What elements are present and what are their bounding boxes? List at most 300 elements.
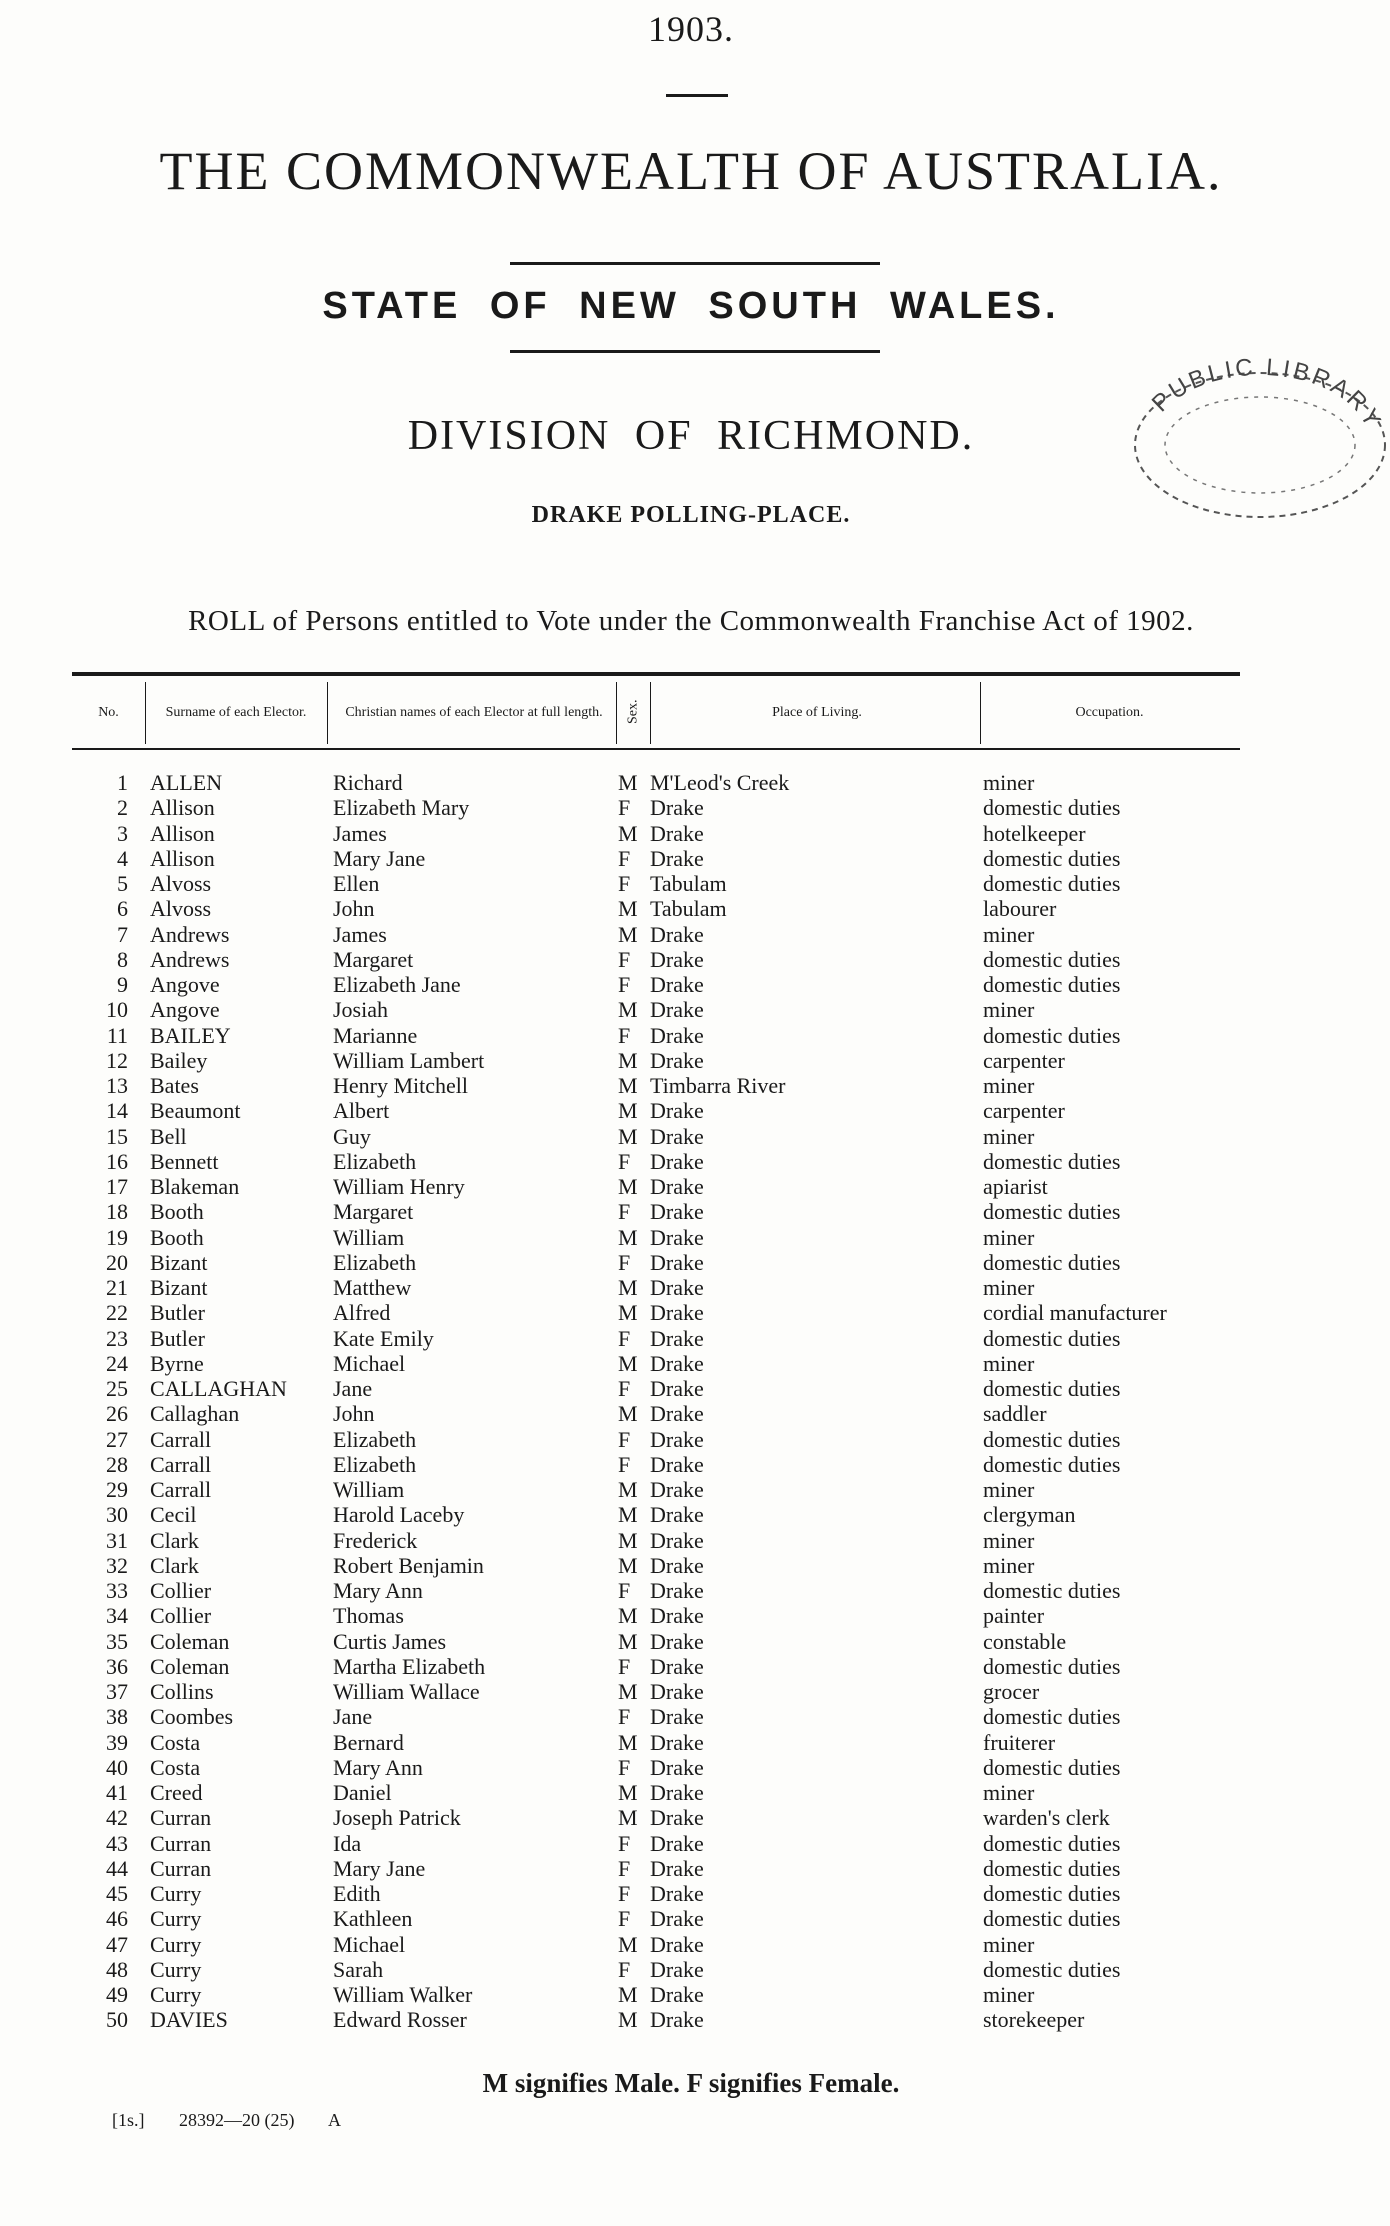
- elector-christian-names: William: [333, 1477, 405, 1502]
- elector-sex: M: [618, 1350, 638, 1376]
- elector-christian-names: William Lambert: [333, 1047, 485, 1073]
- elector-surname: Clark: [150, 1527, 199, 1553]
- table-row: [0, 1629, 1382, 1654]
- elector-place-of-living: Drake: [650, 2007, 704, 2033]
- table-row: [0, 1149, 1382, 1174]
- elector-occupation: miner: [983, 1552, 1035, 1578]
- elector-christian-names: Margaret: [333, 946, 414, 972]
- elector-place-of-living: Drake: [650, 1805, 704, 1831]
- elector-number: 1: [117, 770, 128, 795]
- elector-surname: Coleman: [150, 1628, 230, 1654]
- elector-number: 3: [117, 820, 128, 846]
- elector-surname: Andrews: [150, 921, 230, 947]
- elector-number: 2: [117, 795, 128, 821]
- elector-number: 34: [106, 1603, 128, 1629]
- elector-christian-names: Ellen: [333, 871, 380, 896]
- elector-christian-names: Henry Mitchell: [333, 1073, 469, 1098]
- elector-surname: Butler: [150, 1300, 205, 1326]
- table-row: [0, 1755, 1382, 1780]
- elector-occupation: domestic duties: [983, 972, 1121, 997]
- elector-surname: Alvoss: [150, 896, 212, 922]
- elector-christian-names: Albert: [333, 1098, 390, 1124]
- header-christian: Christian names of each Elector at full length.: [345, 704, 603, 720]
- header-surname: Surname of each Elector.: [165, 704, 307, 720]
- elector-sex: M: [618, 1628, 638, 1654]
- elector-sex: F: [618, 1148, 631, 1174]
- elector-surname: Bizant: [150, 1275, 208, 1300]
- elector-surname: Cecil: [150, 1502, 197, 1528]
- elector-surname: Callaghan: [150, 1401, 240, 1427]
- elector-number: 4: [117, 845, 128, 871]
- elector-place-of-living: Drake: [650, 1603, 704, 1629]
- table-row: [0, 1326, 1382, 1351]
- elector-surname: Allison: [150, 795, 215, 821]
- elector-sex: M: [618, 997, 638, 1023]
- elector-place-of-living: Drake: [650, 1174, 704, 1199]
- table-row: [0, 1477, 1382, 1502]
- elector-occupation: clergyman: [983, 1502, 1076, 1528]
- table-row: [0, 1805, 1382, 1830]
- elector-place-of-living: Drake: [650, 946, 704, 972]
- elector-place-of-living: Drake: [650, 972, 704, 997]
- elector-occupation: domestic duties: [983, 1451, 1121, 1477]
- elector-sex: M: [618, 770, 638, 795]
- elector-number: 42: [106, 1805, 128, 1831]
- elector-sex: M: [618, 1805, 638, 1831]
- elector-christian-names: James: [333, 921, 387, 947]
- elector-surname: Bates: [150, 1073, 199, 1098]
- table-row: [0, 1300, 1382, 1325]
- elector-christian-names: Alfred: [333, 1300, 391, 1326]
- elector-place-of-living: Drake: [650, 1855, 704, 1881]
- elector-occupation: miner: [983, 1931, 1035, 1957]
- elector-occupation: miner: [983, 1477, 1035, 1502]
- elector-surname: Coombes: [150, 1704, 234, 1730]
- elector-sex: M: [618, 1502, 638, 1528]
- elector-christian-names: John: [333, 1401, 375, 1427]
- elector-christian-names: Jane: [333, 1376, 373, 1401]
- elector-number: 39: [106, 1729, 128, 1755]
- elector-christian-names: Kate Emily: [333, 1325, 434, 1351]
- svg-text:PUBLIC LIBRARY: [1147, 354, 1387, 434]
- elector-sex: F: [618, 1249, 631, 1275]
- elector-surname: Creed: [150, 1780, 203, 1805]
- elector-surname: Carrall: [150, 1477, 212, 1502]
- elector-occupation: carpenter: [983, 1047, 1065, 1073]
- elector-surname: Costa: [150, 1729, 201, 1755]
- elector-place-of-living: Drake: [650, 1881, 704, 1906]
- elector-christian-names: Elizabeth: [333, 1451, 417, 1477]
- roll-heading: ROLL of Persons entitled to Vote under the Commonwealth Franchise Act of 1902.: [188, 605, 1194, 637]
- elector-sex: M: [618, 1073, 638, 1098]
- elector-place-of-living: Drake: [650, 1931, 704, 1957]
- elector-place-of-living: Drake: [650, 1224, 704, 1250]
- elector-christian-names: Josiah: [333, 997, 388, 1023]
- elector-surname: Bailey: [150, 1047, 208, 1073]
- table-row: [0, 1174, 1382, 1199]
- elector-sex: F: [618, 1906, 631, 1932]
- header-no: No.: [98, 704, 119, 720]
- elector-place-of-living: Drake: [650, 1426, 704, 1452]
- elector-occupation: painter: [983, 1603, 1045, 1629]
- header-place: Place of Living.: [772, 704, 862, 720]
- elector-occupation: miner: [983, 1073, 1035, 1098]
- elector-occupation: labourer: [983, 896, 1057, 922]
- elector-number: 16: [106, 1148, 128, 1174]
- polling-place-heading: DRAKE POLLING-PLACE.: [531, 502, 851, 528]
- elector-place-of-living: Drake: [650, 1123, 704, 1149]
- elector-christian-names: Marianne: [333, 1022, 418, 1048]
- table-row: [0, 1275, 1382, 1300]
- elector-surname: BAILEY: [150, 1022, 231, 1048]
- table-row: [0, 1856, 1382, 1881]
- elector-place-of-living: Drake: [650, 795, 704, 821]
- print-reference: [112, 2110, 371, 2131]
- elector-occupation: grocer: [983, 1679, 1040, 1704]
- elector-number: 12: [106, 1047, 128, 1073]
- elector-number: 46: [106, 1906, 128, 1932]
- elector-christian-names: Michael: [333, 1931, 406, 1957]
- elector-christian-names: Ida: [333, 1830, 362, 1856]
- elector-occupation: miner: [983, 1780, 1035, 1805]
- elector-number: 21: [106, 1275, 128, 1300]
- elector-occupation: domestic duties: [983, 845, 1121, 871]
- elector-christian-names: Harold Laceby: [333, 1502, 465, 1528]
- elector-occupation: domestic duties: [983, 1199, 1121, 1225]
- elector-place-of-living: Drake: [650, 1098, 704, 1124]
- elector-occupation: domestic duties: [983, 1704, 1121, 1730]
- elector-place-of-living: Drake: [650, 1047, 704, 1073]
- elector-christian-names: Michael: [333, 1350, 406, 1376]
- elector-place-of-living: Drake: [650, 1679, 704, 1704]
- table-row: [0, 1957, 1382, 1982]
- elector-christian-names: Frederick: [333, 1527, 418, 1553]
- elector-surname: Clark: [150, 1552, 199, 1578]
- elector-sex: M: [618, 1174, 638, 1199]
- elector-place-of-living: Drake: [650, 1376, 704, 1401]
- elector-number: 19: [106, 1224, 128, 1250]
- elector-number: 37: [106, 1679, 128, 1704]
- elector-occupation: apiarist: [983, 1174, 1048, 1199]
- elector-sex: F: [618, 1855, 631, 1881]
- header-divider: [616, 682, 617, 744]
- elector-surname: Carrall: [150, 1451, 212, 1477]
- elector-sex: M: [618, 896, 638, 922]
- elector-place-of-living: Drake: [650, 1502, 704, 1528]
- table-row: [0, 997, 1382, 1022]
- table-row: [0, 1780, 1382, 1805]
- elector-occupation: fruiterer: [983, 1729, 1056, 1755]
- elector-sex: M: [618, 1982, 638, 2007]
- elector-surname: CALLAGHAN: [150, 1376, 287, 1401]
- year-heading: 1903.: [648, 9, 734, 49]
- elector-surname: Bell: [150, 1123, 187, 1149]
- elector-occupation: cordial manufacturer: [983, 1300, 1167, 1326]
- elector-surname: Booth: [150, 1199, 204, 1225]
- elector-christian-names: William Wallace: [333, 1679, 480, 1704]
- elector-surname: Byrne: [150, 1350, 204, 1376]
- elector-number: 32: [106, 1552, 128, 1578]
- table-row: [0, 1982, 1382, 2007]
- elector-place-of-living: Drake: [650, 1022, 704, 1048]
- elector-sex: F: [618, 1199, 631, 1225]
- elector-surname: Butler: [150, 1325, 205, 1351]
- elector-number: 33: [106, 1578, 128, 1603]
- table-header: [72, 672, 1240, 750]
- elector-place-of-living: Drake: [650, 1275, 704, 1300]
- elector-sex: M: [618, 1098, 638, 1124]
- elector-place-of-living: Drake: [650, 1628, 704, 1654]
- elector-number: 45: [106, 1881, 128, 1906]
- elector-place-of-living: Tabulam: [650, 871, 727, 896]
- elector-surname: Allison: [150, 845, 215, 871]
- elector-sex: M: [618, 820, 638, 846]
- elector-place-of-living: Drake: [650, 1148, 704, 1174]
- elector-number: 9: [117, 972, 128, 997]
- elector-sex: M: [618, 1931, 638, 1957]
- table-row: [0, 846, 1382, 871]
- elector-sex: M: [618, 1401, 638, 1427]
- elector-occupation: domestic duties: [983, 1881, 1121, 1906]
- table-row: [0, 1603, 1382, 1628]
- elector-place-of-living: Drake: [650, 1552, 704, 1578]
- elector-occupation: warden's clerk: [983, 1805, 1110, 1831]
- elector-surname: Curry: [150, 1982, 202, 2007]
- elector-christian-names: Elizabeth Jane: [333, 972, 461, 997]
- elector-surname: Curran: [150, 1830, 212, 1856]
- elector-christian-names: William Henry: [333, 1174, 465, 1199]
- elector-place-of-living: Drake: [650, 1653, 704, 1679]
- elector-number: 8: [117, 946, 128, 972]
- elector-place-of-living: Drake: [650, 1451, 704, 1477]
- table-row: [0, 1881, 1382, 1906]
- table-row: [0, 1225, 1382, 1250]
- elector-number: 38: [106, 1704, 128, 1730]
- table-row: [0, 922, 1382, 947]
- elector-christian-names: Thomas: [333, 1603, 404, 1629]
- elector-sex: F: [618, 1956, 631, 1982]
- elector-number: 17: [106, 1174, 128, 1199]
- elector-sex: F: [618, 1426, 631, 1452]
- elector-surname: Curry: [150, 1881, 202, 1906]
- elector-number: 18: [106, 1199, 128, 1225]
- elector-number: 49: [106, 1982, 128, 2007]
- elector-number: 13: [106, 1073, 128, 1098]
- elector-christian-names: Elizabeth: [333, 1249, 417, 1275]
- header-sex: Sex.: [625, 699, 641, 725]
- elector-place-of-living: Drake: [650, 997, 704, 1023]
- elector-surname: Curry: [150, 1906, 202, 1932]
- elector-number: 14: [106, 1098, 128, 1124]
- elector-christian-names: Curtis James: [333, 1628, 447, 1654]
- elector-christian-names: Margaret: [333, 1199, 414, 1225]
- table-row: [0, 1250, 1382, 1275]
- elector-christian-names: Joseph Patrick: [333, 1805, 461, 1831]
- division-heading: DIVISION OF RICHMOND.: [407, 413, 975, 459]
- elector-number: 10: [106, 997, 128, 1023]
- elector-place-of-living: M'Leod's Creek: [650, 770, 790, 795]
- table-row: [0, 1502, 1382, 1527]
- page-title: THE COMMONWEALTH OF AUSTRALIA.: [159, 141, 1223, 201]
- elector-occupation: domestic duties: [983, 871, 1121, 896]
- elector-sex: F: [618, 1653, 631, 1679]
- table-row: [0, 1528, 1382, 1553]
- elector-occupation: domestic duties: [983, 1956, 1121, 1982]
- library-stamp: [1120, 335, 1390, 525]
- elector-occupation: domestic duties: [983, 1249, 1121, 1275]
- header-divider: [145, 682, 146, 744]
- table-row: [0, 1578, 1382, 1603]
- elector-number: 35: [106, 1628, 128, 1654]
- table-row: [0, 1553, 1382, 1578]
- elector-surname: Coleman: [150, 1653, 230, 1679]
- elector-christian-names: John: [333, 896, 375, 922]
- table-row: [0, 1098, 1382, 1123]
- elector-surname: Costa: [150, 1754, 201, 1780]
- elector-place-of-living: Drake: [650, 1729, 704, 1755]
- elector-christian-names: Mary Jane: [333, 845, 426, 871]
- elector-surname: Alvoss: [150, 871, 212, 896]
- elector-christian-names: William Walker: [333, 1982, 473, 2007]
- footnote: M signifies Male. F signifies Female.: [482, 2068, 900, 2098]
- elector-sex: M: [618, 921, 638, 947]
- table-row: [0, 1023, 1382, 1048]
- elector-surname: Bennett: [150, 1148, 219, 1174]
- elector-number: 22: [106, 1300, 128, 1326]
- table-row: [0, 1124, 1382, 1149]
- elector-place-of-living: Drake: [650, 1527, 704, 1553]
- elector-occupation: miner: [983, 1527, 1035, 1553]
- elector-sex: F: [618, 1022, 631, 1048]
- state-heading: STATE OF NEW SOUTH WALES.: [322, 285, 1060, 327]
- elector-occupation: constable: [983, 1628, 1067, 1654]
- elector-surname: Curran: [150, 1855, 212, 1881]
- elector-christian-names: Jane: [333, 1704, 373, 1730]
- elector-occupation: domestic duties: [983, 795, 1121, 821]
- elector-occupation: storekeeper: [983, 2007, 1085, 2033]
- table-row: [0, 1906, 1382, 1931]
- elector-sex: F: [618, 1578, 631, 1603]
- elector-surname: Carrall: [150, 1426, 212, 1452]
- elector-christian-names: Guy: [333, 1123, 371, 1149]
- table-row: [0, 1704, 1382, 1729]
- elector-surname: Andrews: [150, 946, 230, 972]
- elector-surname: Angove: [150, 972, 220, 997]
- table-row: [0, 896, 1382, 921]
- table-row: [0, 770, 1382, 795]
- table-row: [0, 1932, 1382, 1957]
- elector-place-of-living: Timbarra River: [650, 1073, 786, 1098]
- elector-number: 29: [106, 1477, 128, 1502]
- elector-surname: Booth: [150, 1224, 204, 1250]
- print-price: [1s.]: [112, 2110, 145, 2130]
- elector-sex: F: [618, 1451, 631, 1477]
- elector-surname: ALLEN: [150, 770, 223, 795]
- elector-surname: Blakeman: [150, 1174, 240, 1199]
- elector-sex: F: [618, 871, 631, 896]
- elector-place-of-living: Drake: [650, 1754, 704, 1780]
- elector-occupation: domestic duties: [983, 1830, 1121, 1856]
- elector-occupation: domestic duties: [983, 1148, 1121, 1174]
- elector-sex: M: [618, 1047, 638, 1073]
- elector-occupation: domestic duties: [983, 946, 1121, 972]
- elector-place-of-living: Drake: [650, 820, 704, 846]
- elector-surname: Angove: [150, 997, 220, 1023]
- elector-occupation: miner: [983, 1224, 1035, 1250]
- elector-place-of-living: Drake: [650, 1906, 704, 1932]
- elector-christian-names: Mary Ann: [333, 1754, 423, 1780]
- elector-sex: M: [618, 1477, 638, 1502]
- elector-sex: M: [618, 1780, 638, 1805]
- elector-sex: F: [618, 1704, 631, 1730]
- elector-christian-names: Richard: [333, 770, 403, 795]
- elector-occupation: miner: [983, 1275, 1035, 1300]
- elector-occupation: miner: [983, 770, 1035, 795]
- elector-sex: F: [618, 1830, 631, 1856]
- elector-occupation: carpenter: [983, 1098, 1065, 1124]
- elector-number: 27: [106, 1426, 128, 1452]
- elector-number: 6: [117, 896, 128, 922]
- elector-occupation: domestic duties: [983, 1754, 1121, 1780]
- elector-place-of-living: Drake: [650, 1477, 704, 1502]
- elector-sex: M: [618, 2007, 638, 2033]
- elector-occupation: domestic duties: [983, 1376, 1121, 1401]
- header-occupation: Occupation.: [1075, 704, 1144, 720]
- table-row: [0, 2007, 1382, 2032]
- header-divider: [327, 682, 328, 744]
- table-row: [0, 972, 1382, 997]
- elector-sex: M: [618, 1300, 638, 1326]
- elector-occupation: domestic duties: [983, 1653, 1121, 1679]
- elector-christian-names: William: [333, 1224, 405, 1250]
- elector-number: 41: [106, 1780, 128, 1805]
- header-divider: [980, 682, 981, 744]
- elector-sex: M: [618, 1603, 638, 1629]
- elector-number: 48: [106, 1956, 128, 1982]
- table-row: [0, 1401, 1382, 1426]
- year-rule: [666, 94, 728, 97]
- elector-occupation: miner: [983, 1982, 1035, 2007]
- elector-place-of-living: Drake: [650, 1300, 704, 1326]
- elector-christian-names: Daniel: [333, 1780, 392, 1805]
- elector-christian-names: Robert Benjamin: [333, 1552, 484, 1578]
- elector-number: 24: [106, 1350, 128, 1376]
- elector-occupation: domestic duties: [983, 1906, 1121, 1932]
- elector-sex: F: [618, 972, 631, 997]
- elector-sex: M: [618, 1123, 638, 1149]
- elector-occupation: miner: [983, 1350, 1035, 1376]
- elector-sex: F: [618, 845, 631, 871]
- elector-number: 31: [106, 1527, 128, 1553]
- elector-occupation: hotelkeeper: [983, 820, 1086, 846]
- elector-christian-names: Elizabeth: [333, 1148, 417, 1174]
- elector-surname: Beaumont: [150, 1098, 241, 1124]
- elector-christian-names: Kathleen: [333, 1906, 413, 1932]
- state-bottom-rule: [510, 350, 880, 353]
- table-row: [0, 871, 1382, 896]
- elector-occupation: domestic duties: [983, 1426, 1121, 1452]
- stamp-text: PUBLIC LIBRARY: [1146, 353, 1388, 434]
- elector-place-of-living: Drake: [650, 1401, 704, 1427]
- print-code: 28392—20 (25): [179, 2110, 295, 2130]
- elector-place-of-living: Drake: [650, 1704, 704, 1730]
- elector-christian-names: Bernard: [333, 1729, 404, 1755]
- elector-number: 40: [106, 1754, 128, 1780]
- table-row: [0, 821, 1382, 846]
- elector-occupation: domestic duties: [983, 1325, 1121, 1351]
- table-row: [0, 1452, 1382, 1477]
- table-row: [0, 1679, 1382, 1704]
